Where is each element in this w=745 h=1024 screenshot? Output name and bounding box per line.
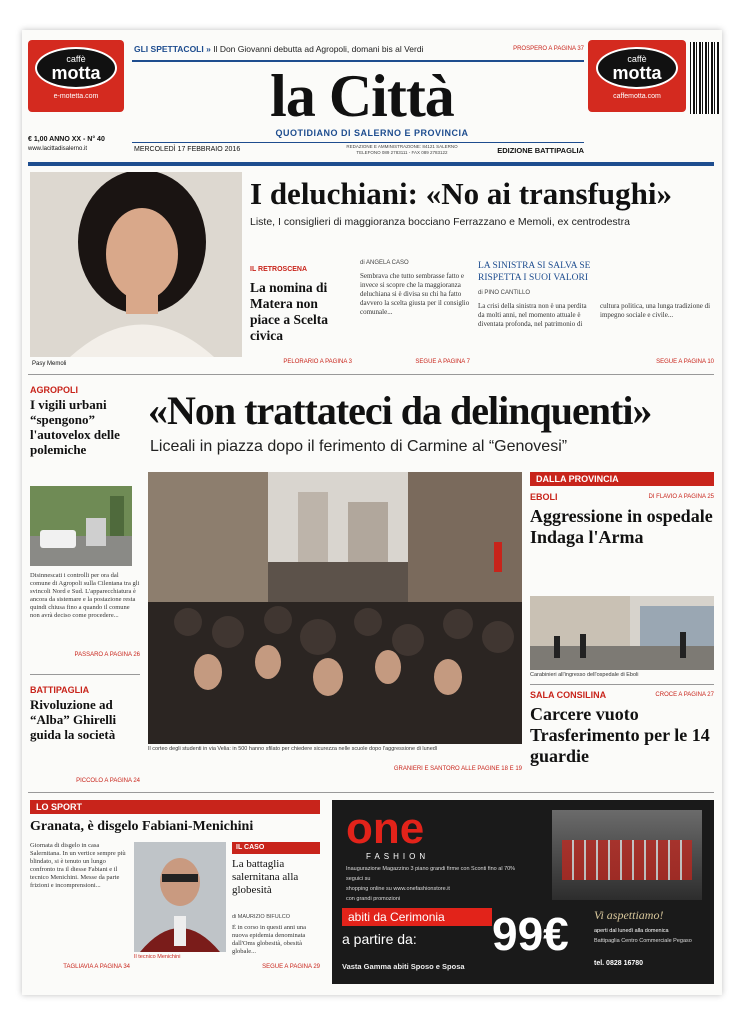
one-fashion-ad[interactable] [332, 800, 714, 984]
lead-photo-caption: Pasy Memoli [32, 361, 67, 367]
price: € 1,00 ANNO XX - N° 40 [28, 136, 105, 143]
col2-text: Sembrava che tutto sembrasse fatto e invece si scopre che la maggioranza deluchiana si è divisa su chi ha fatto davvero la scelta giusta per il consiglio comunale... [360, 272, 470, 316]
top-teaser-text: Il Don Giovanni debutta ad Agropoli, domani bis al Verdi [213, 44, 424, 54]
logo-motta: motta [51, 62, 101, 83]
left-story1-ref[interactable]: PASSARO A PAGINA 26 [74, 652, 140, 658]
caso-author: di MAURIZIO BIFULCO [232, 914, 291, 920]
ad-promo-line-1: Inaugurazione Magazzino 3 piano grandi firme con Sconti fino al 70% [346, 866, 516, 872]
left-story2-ref[interactable]: PICCOLO A PAGINA 24 [76, 778, 140, 784]
col2-author: di ANGELA CASO [360, 260, 409, 266]
retroscena-title[interactable]: La nomina di Matera non piace a Scelta civica [250, 280, 328, 343]
address-line-2: TELEFONO 089 2783111 - FAX 089 2783122 [356, 150, 448, 155]
edition: EDIZIONE BATTIPAGLIA [497, 146, 584, 155]
sport-headline[interactable]: Granata, è disgelo Fabiani-Menichini [30, 819, 254, 834]
logo-caffe: caffè [66, 53, 86, 64]
col3-title[interactable]: LA SINISTRA SI SALVA SE RISPETTA I SUOI VALORI [478, 261, 591, 283]
caso-text: È in corso in questi anni una nuova epidemia denominata dall'Oms globesità, obesità globale... [232, 924, 307, 955]
caffe-motta-ad-left[interactable] [28, 40, 124, 112]
retroscena-kicker: IL RETROSCENA [250, 266, 308, 273]
right-story1-title[interactable]: Aggressione in ospedale Indaga l'Arma [530, 506, 713, 547]
caso-ref[interactable]: SEGUE A PAGINA 29 [262, 964, 320, 970]
woman-portrait-icon [30, 172, 242, 357]
ad-from: a partire da: [342, 931, 417, 947]
ad-promo-line-2: seguici su [346, 876, 371, 882]
main-photo[interactable] [148, 472, 522, 744]
main-subhead: Liceali in piazza dopo il ferimento di Carmine al “Genovesi” [150, 438, 568, 455]
motta-logo-icon [596, 47, 678, 89]
car-road-photo-icon [30, 486, 132, 566]
ad-phone[interactable]: tel. 0828 16780 [594, 960, 644, 967]
left-story1-title[interactable]: I vigili urbani “spengono” l'autovelox delle polemiche [30, 397, 120, 457]
logo-site: caffemotta.com [613, 93, 661, 100]
address-line-1: REDAZIONE E AMMINISTRAZIONE: 84121 SALERNO [346, 144, 458, 149]
ad-brand: one [346, 804, 425, 853]
ad-hours: aperti dal lunedì alla domenica [594, 928, 669, 934]
left-story1-kicker: AGROPOLI [30, 385, 79, 395]
col2-ref[interactable]: SEGUE A PAGINA 7 [415, 359, 470, 365]
right-story2-ref[interactable]: CROCE A PAGINA 27 [655, 692, 714, 698]
divider [132, 142, 584, 143]
left-story1-text: Disinnescati i controlli per ora dal comune di Agropoli sulla Cilentana tra gli svincoli Nord e Sud. L'apparecchiatura è ancora da sistemare e la postazione resta quindi chiusa fino a quando il comune non avrà deciso come procedere... [30, 572, 140, 619]
top-teaser-ref: PROSPERO A PAGINA 37 [513, 46, 584, 52]
ad-brand-sub: FASHION [366, 852, 430, 861]
main-headline[interactable]: «Non trattateci da delinquenti» [148, 388, 652, 433]
lead-headline[interactable]: I deluchiani: «No ai transfughi» [250, 176, 673, 211]
divider [30, 674, 140, 675]
section-dalla-provincia[interactable]: DALLA PROVINCIA [530, 472, 714, 486]
col3-author: di PINO CANTILLO [478, 290, 531, 296]
col3-text: La crisi della sinistra non è una perdita da molti anni, nel momento attuale è diventata profonda, nel patrimonio di cultura politica, una lunga tradizione di impegno sociale e civile... [478, 302, 711, 328]
eboli-photo[interactable] [530, 596, 714, 670]
motta-logo-icon [35, 47, 117, 89]
crowd-street-photo-icon [148, 472, 522, 744]
right-story2-title[interactable]: Carcere vuoto Trasferimento per le 14 guardie [530, 704, 710, 766]
right-story1-kicker: EBOLI [530, 492, 558, 502]
autovelox-photo[interactable] [30, 486, 132, 566]
ad-tagline: Vasta Gamma abiti Sposo e Sposa [342, 962, 465, 971]
right-story2-kicker: SALA CONSILINA [530, 690, 607, 700]
divider [132, 60, 584, 62]
ad-price: 99€ [492, 908, 569, 960]
masthead-subtitle: QUOTIDIANO DI SALERNO E PROVINCIA [275, 128, 469, 138]
logo-site: e-motetta.com [53, 93, 99, 100]
sport-ref[interactable]: TAGLIAVIA A PAGINA 34 [63, 964, 130, 970]
left-story2-title[interactable]: Rivoluzione ad “Alba” Ghirelli guida la società [30, 697, 117, 742]
caso-title[interactable]: La battaglia salernitana alla globesità [232, 858, 299, 896]
divider [530, 684, 714, 685]
store-photo-icon [552, 810, 702, 900]
masthead-rule [28, 162, 714, 166]
sport-text: Giornata di disgelo in casa Salernitana. In un vertice sempre più blindato, si è tenuto un lungo confronto tra il diesse Fabiani e il tecnico Menichini. Messe da parte frizioni e incomprensioni... [30, 842, 126, 889]
ad-promo-line-3[interactable]: shopping online su www.onefashionstore.it [346, 886, 450, 892]
ad-address: Battipaglia Centro Commerciale Pegaso [594, 938, 692, 944]
divider [28, 374, 714, 375]
retroscena-ref[interactable]: PELORARIO A PAGINA 3 [283, 359, 352, 365]
section-lo-sport[interactable]: LO SPORT [30, 800, 320, 814]
caffe-motta-ad-right[interactable] [588, 40, 686, 112]
divider [28, 792, 714, 793]
store-windows-icon [562, 840, 692, 880]
right-story1-ref[interactable]: DI FLAVIO A PAGINA 25 [648, 494, 714, 500]
top-teaser-kicker: GLI SPETTACOLI » [134, 44, 211, 54]
ad-welcome: Vi aspettiamo! [594, 908, 664, 922]
caso-kicker: IL CASO [232, 842, 320, 854]
coach-portrait-icon [134, 842, 226, 952]
logo-motta: motta [612, 62, 662, 83]
ad-ceremony: abiti da Cerimonia [342, 908, 492, 926]
main-story-ref[interactable]: GRANIERI E SANTORO ALLE PAGINE 18 E 19 [393, 766, 522, 772]
top-teaser[interactable] [134, 44, 584, 58]
eboli-photo-caption: Carabinieri all'ingresso dell'ospedale di Eboli [530, 672, 639, 678]
barcode-icon [690, 42, 720, 114]
date: MERCOLEDÌ 17 FEBBRAIO 2016 [134, 146, 241, 153]
website[interactable]: www.lacittadisalerno.it [28, 146, 88, 152]
left-story2-kicker: BATTIPAGLIA [30, 685, 90, 695]
menichini-photo[interactable] [134, 842, 226, 952]
main-photo-caption: Il corteo degli studenti in via Velia: in 500 hanno sfilato per chiedere sicurezza nelle scuole dopo l'aggressione di lunedì [148, 746, 438, 752]
lead-photo[interactable] [30, 172, 242, 357]
menichini-caption: Il tecnico Menichini [134, 954, 181, 960]
hospital-photo-icon [530, 596, 714, 670]
ad-promo-line-4: con grandi promozioni [346, 896, 401, 902]
logo-caffe: caffè [627, 53, 647, 64]
masthead-title[interactable]: la Città [270, 63, 454, 129]
newspaper-page [22, 30, 722, 995]
col3-ref[interactable]: SEGUE A PAGINA 10 [656, 359, 714, 365]
lead-subhead: Liste, I consiglieri di maggioranza bocciano Ferrazzano e Memoli, ex centrodestra [250, 216, 630, 228]
